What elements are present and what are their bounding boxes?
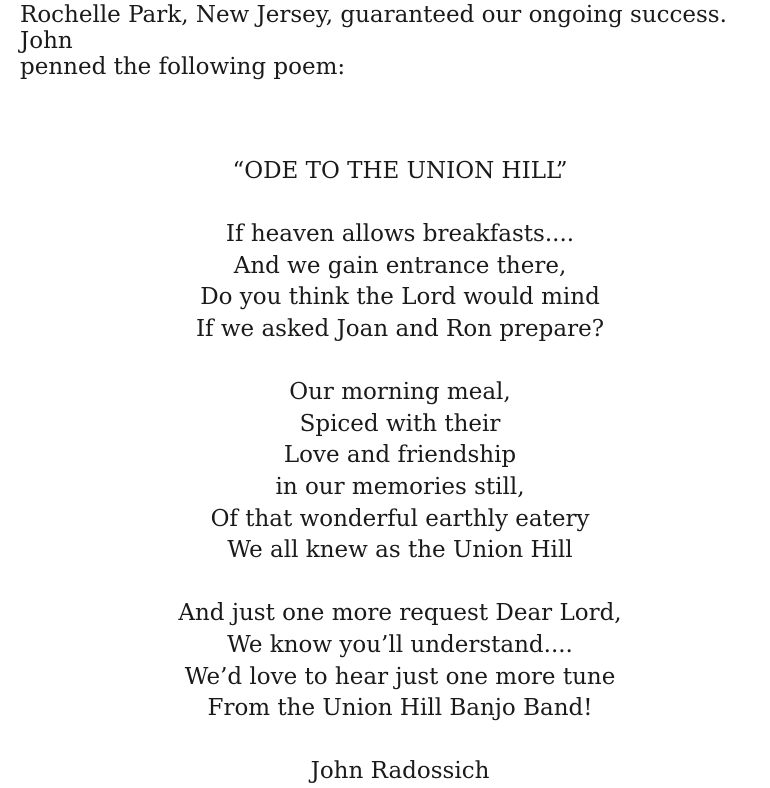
poem-line: We all knew as the Union Hill — [227, 537, 573, 564]
poem-line: And just one more request Dear Lord, — [178, 600, 622, 627]
poem-line: Love and friendship — [283, 442, 517, 469]
poem-title: “ODE TO THE UNION HILL” — [232, 158, 568, 184]
poem — [0, 156, 770, 788]
poem-line: And we gain entrance there, — [233, 252, 567, 279]
poem-line: We’d love to hear just one more tune — [184, 663, 616, 690]
poem-line: Our morning meal, — [289, 379, 511, 406]
poem-line: Of that wonderful earthly eatery — [210, 505, 590, 532]
poem-stanza-3 — [30, 598, 770, 724]
intro-line-2: penned the following poem: — [20, 54, 346, 80]
poem-stanza-1 — [30, 219, 770, 345]
poem-line: From the Union Hill Banjo Band! — [207, 695, 593, 722]
intro-line-1: Rochelle Park, New Jersey, guaranteed our ongoing success. John — [20, 2, 727, 54]
poem-line: We know you’ll understand.... — [227, 631, 573, 658]
poem-line: If heaven allows breakfasts.... — [225, 221, 575, 248]
poem-line: in our memories still, — [275, 473, 525, 500]
poem-stanza-2 — [30, 377, 770, 567]
poem-line: Spiced with their — [299, 410, 501, 437]
intro-paragraph — [0, 0, 770, 80]
poem-line: Do you think the Lord would mind — [200, 284, 600, 311]
poem-line: If we asked Joan and Ron prepare? — [195, 315, 605, 342]
poem-author: John Radossich — [310, 758, 490, 785]
